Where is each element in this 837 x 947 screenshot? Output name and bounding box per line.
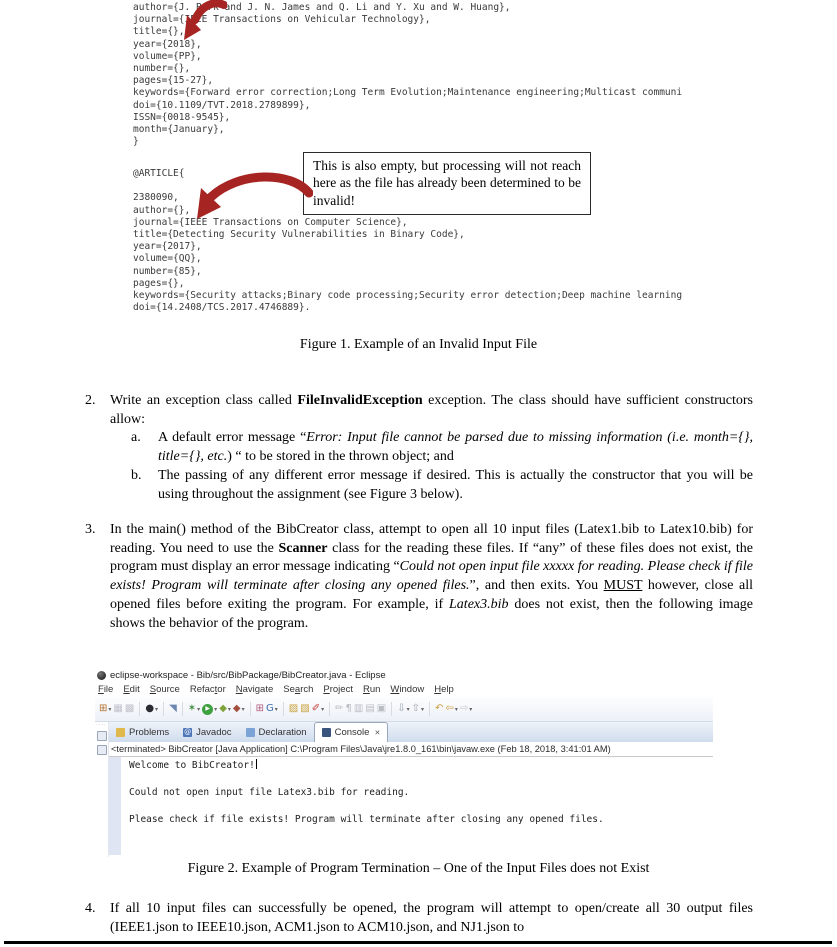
dropdown-caret-icon[interactable]: ▾ (108, 706, 112, 713)
text-line: keywords={Security attacks;Binary code processing;Security error detection;Deep machine learning (133, 290, 683, 302)
dropdown-caret-icon[interactable]: ▾ (241, 706, 245, 713)
menu-file[interactable]: File (98, 684, 114, 695)
console-icon (322, 728, 331, 737)
sub-item-label: b. (131, 467, 142, 483)
text-line: year={2017}, (133, 241, 202, 253)
dropdown-caret-icon[interactable]: ▾ (214, 706, 218, 713)
text-line: volume={QQ}, (133, 253, 202, 265)
text-line: 2380090, (133, 192, 179, 204)
menu-navigate[interactable]: Navigate (235, 684, 274, 695)
save-icon[interactable] (113, 703, 122, 715)
profile-icon[interactable] (233, 703, 245, 715)
assignment-item-2 (85, 392, 753, 504)
tab-console[interactable] (314, 722, 389, 742)
coverage-icon[interactable] (219, 703, 231, 715)
minimized-view-icon[interactable] (97, 745, 107, 755)
text-line: author={}, (133, 204, 191, 216)
text-line: title={Detecting Security Vulnerabilities in Binary Code}, (133, 229, 465, 241)
toolbar-separator (391, 702, 392, 716)
dropdown-caret-icon[interactable]: ▾ (321, 706, 325, 713)
debug-icon: ✶ (187, 703, 197, 714)
text-line (129, 772, 713, 785)
new-wizard-icon: ⊞ (99, 703, 108, 714)
new-wizard-icon[interactable] (99, 703, 111, 715)
new-java-class-icon[interactable] (256, 703, 264, 715)
show-source-icon[interactable] (365, 703, 374, 715)
page-bottom-rule (4, 941, 832, 944)
text-line: journal={IEEE Transactions on Computer Science}, (133, 216, 408, 228)
sub-item-a (131, 429, 753, 466)
text-line: year={2018}, (133, 38, 202, 50)
dropdown-caret-icon[interactable]: ▾ (421, 706, 425, 713)
last-edit-location-icon[interactable] (435, 703, 443, 715)
link-editor-icon[interactable] (377, 703, 386, 715)
item-number: 4. (85, 901, 96, 916)
restore-view-icon[interactable] (97, 731, 107, 741)
text-line: Could not open input file Latex3.bib for reading. (129, 786, 410, 798)
menu-project[interactable]: Project (323, 684, 353, 695)
red-arrow-top-icon (181, 0, 227, 44)
tab-label: Console (334, 727, 370, 738)
view-tab-bar (109, 722, 713, 742)
eclipse-title-bar (95, 668, 713, 682)
back-icon[interactable] (445, 703, 457, 715)
text-line: journal={IEEE Transactions on Vehicular Technology}, (133, 14, 431, 26)
text-line: number={85}, (133, 265, 202, 277)
view-rail (95, 722, 109, 857)
dropdown-caret-icon[interactable]: ▾ (227, 706, 231, 713)
tab-label: Javadoc (196, 726, 232, 738)
dropdown-caret-icon[interactable]: ▾ (406, 706, 410, 713)
toolbar-separator (163, 702, 164, 716)
sub-item-b (131, 467, 753, 504)
toolbar-separator (429, 702, 430, 716)
text-line: @ARTICLE{ (133, 168, 185, 179)
eclipse-window-title: eclipse-workspace - Bib/src/BibPackage/BibCreator.java - Eclipse (110, 669, 386, 681)
eclipse-toolbar (95, 697, 713, 722)
eclipse-menu-bar (95, 682, 713, 697)
declaration-icon (246, 728, 255, 737)
eclipse-screenshot (95, 668, 713, 857)
forward-icon[interactable] (460, 703, 472, 715)
mark-occurrences-icon: ✏ (335, 703, 344, 714)
search-wand-icon: ✐ (311, 703, 321, 714)
toolbar-separator (182, 702, 183, 716)
profile-icon: ◆ (232, 703, 241, 714)
console-output (129, 757, 713, 826)
dropdown-caret-icon[interactable]: ▾ (197, 706, 201, 713)
menu-help[interactable]: Help (434, 684, 454, 695)
callout-box: This is also empty, but processing will not reach here as the file has already been determined to be invalid! (303, 152, 591, 215)
save-icon: ▦ (113, 703, 123, 714)
eclipse-logo-icon (97, 671, 106, 680)
figure1-caption: Figure 1. Example of an Invalid Input File (299, 337, 538, 352)
tab-declaration[interactable] (239, 722, 314, 742)
dropdown-caret-icon[interactable]: ▾ (454, 706, 458, 713)
text-line: Welcome to BibCreator! (129, 760, 255, 771)
back-icon: ⇦ (445, 703, 454, 714)
next-annotation-icon: ⇩ (397, 703, 406, 714)
menu-run[interactable]: Run (362, 684, 381, 695)
block-selection-icon[interactable] (354, 703, 363, 715)
text-line: author={J. Park and J. N. James and Q. Li and Y. Xu and W. Huang}, (133, 2, 511, 13)
text-line: title={}, (133, 26, 185, 38)
open-perspective-icon: ● (145, 703, 155, 714)
item-text: Write an exception class called FileInvalidException exception. The class should have sufficient constructors allow: (110, 393, 754, 427)
javadoc-icon: @ (184, 728, 192, 736)
rail-drag-handle[interactable]: ···· (96, 722, 107, 728)
assignment-item-3 (85, 521, 753, 633)
forward-icon: ⇨ (459, 703, 469, 714)
generate-icon[interactable] (266, 703, 278, 715)
show-whitespace-icon: ¶ (345, 703, 352, 714)
sub-item-text: A default error message “Error: Input file cannot be parsed due to missing information (i.e. month={}, title={}, etc.) “ to be stored in the thrown object; and (158, 430, 753, 465)
open-resource-icon[interactable] (300, 703, 309, 715)
close-icon[interactable]: ✕ (374, 729, 381, 737)
red-arrow-callout-icon (191, 169, 313, 225)
text-line: } (133, 136, 139, 148)
debug-icon[interactable] (188, 703, 200, 715)
text-line: ISSN={0018-9545}, (133, 111, 231, 123)
eclipse-main-area (95, 722, 713, 857)
show-whitespace-icon[interactable] (345, 703, 351, 715)
menu-source[interactable]: Source (149, 684, 180, 695)
console-view (109, 722, 713, 857)
dropdown-caret-icon[interactable]: ▾ (274, 706, 278, 713)
item-text: In the main() method of the BibCreator class, attempt to open all 10 input files (Latex1.bib to Latex10.bib) for reading. You need to use the Scanner class for the reading these files. If “any” of these files does not exist, the program must display an error message indicating “Could not open input file xxxxx for reading. Please check if file exists! Program will terminate after closing any opened files.”, and then exits. You MUST however, close all opened files before exiting the program. For example, if Latex3.bib does not exist, then the following image shows the behavior of the program. (110, 522, 753, 631)
run-icon[interactable] (202, 704, 217, 715)
open-perspective-icon[interactable] (145, 703, 158, 715)
toolbar-separator (329, 702, 330, 716)
tab-problems[interactable] (109, 722, 176, 742)
text-line: month={January}, (133, 124, 225, 136)
text-line: doi={10.1109/TVT.2018.2789899}, (133, 99, 311, 111)
save-all-icon[interactable] (125, 703, 134, 715)
text-line: pages={15-27}, (133, 75, 214, 87)
generate-icon: G (266, 703, 274, 714)
toolbar-separator (139, 702, 140, 716)
open-resource-icon: ▧ (300, 703, 310, 714)
item-number: 2. (85, 393, 96, 408)
show-source-icon: ▤ (365, 703, 375, 714)
block-selection-icon: ▥ (353, 703, 364, 714)
console-body[interactable] (109, 757, 713, 857)
open-type-icon[interactable] (289, 703, 298, 715)
tab-label: Declaration (258, 726, 307, 738)
text-line: pages={}, (133, 277, 185, 289)
sub-item-label: a. (131, 430, 141, 446)
mark-occurrences-icon[interactable] (335, 703, 343, 715)
tab-javadoc[interactable] (176, 722, 238, 742)
menu-refactor[interactable]: Refactor (189, 684, 226, 695)
skip-breakpoints-icon: ◥ (169, 703, 177, 714)
previous-annotation-icon: ⇧ (411, 703, 421, 714)
skip-breakpoints-icon[interactable] (169, 703, 177, 715)
text-line: number={}, (133, 63, 191, 75)
tab-label: Problems (129, 726, 170, 738)
text-line: Please check if file exists! Program will terminate after closing any opened files. (129, 813, 604, 825)
previous-annotation-icon[interactable] (412, 703, 424, 715)
item-number: 3. (85, 522, 96, 537)
text-line: doi={14.2408/TCS.2017.4746889}. (133, 302, 311, 314)
toolbar-separator (250, 702, 251, 716)
next-annotation-icon[interactable] (397, 703, 409, 715)
dropdown-caret-icon[interactable]: ▾ (155, 706, 159, 713)
toolbar-separator (283, 702, 284, 716)
text-line (129, 799, 713, 812)
menu-search[interactable]: Search (283, 684, 314, 695)
assignment-item-4 (85, 900, 753, 937)
last-edit-location-icon: ↶ (435, 703, 444, 714)
text-line: volume={PP}, (133, 50, 202, 62)
sub-item-text: The passing of any different error message if desired. This is actually the constructor that you will be using throughout the assignment (see Figure 3 below). (158, 467, 753, 502)
figure2-caption: Figure 2. Example of Program Termination – One of the Input Files does not Exist (187, 861, 650, 876)
menu-window[interactable]: Window (390, 684, 425, 695)
text-line: keywords={Forward error correction;Long Term Evolution;Maintenance engineering;Multicast communi (133, 87, 683, 99)
new-java-class-icon: ⊞ (255, 703, 265, 714)
search-wand-icon[interactable] (312, 703, 324, 715)
problems-icon (116, 728, 125, 737)
coverage-icon: ◆ (219, 703, 227, 714)
console-margin-strip (109, 757, 121, 855)
console-header: <terminated> BibCreator [Java Application] C:\Program Files\Java\jre1.8.0_161\bin\javaw.exe (Feb 18, 2018, 3:41:01 AM) (109, 742, 713, 757)
save-all-icon: ▩ (124, 703, 135, 714)
link-editor-icon: ▣ (376, 703, 387, 714)
run-icon: ▶ (202, 704, 213, 715)
menu-edit[interactable]: Edit (123, 684, 140, 695)
dropdown-caret-icon[interactable]: ▾ (469, 706, 473, 713)
item-text: If all 10 input files can successfully be opened, the program will attempt to open/create all 30 output files (IEEE1.json to IEEE10.json, ACM1.json to ACM10.json, and NJ1.json to (110, 901, 753, 935)
open-type-icon: ▨ (288, 703, 299, 714)
text-cursor (256, 759, 257, 769)
